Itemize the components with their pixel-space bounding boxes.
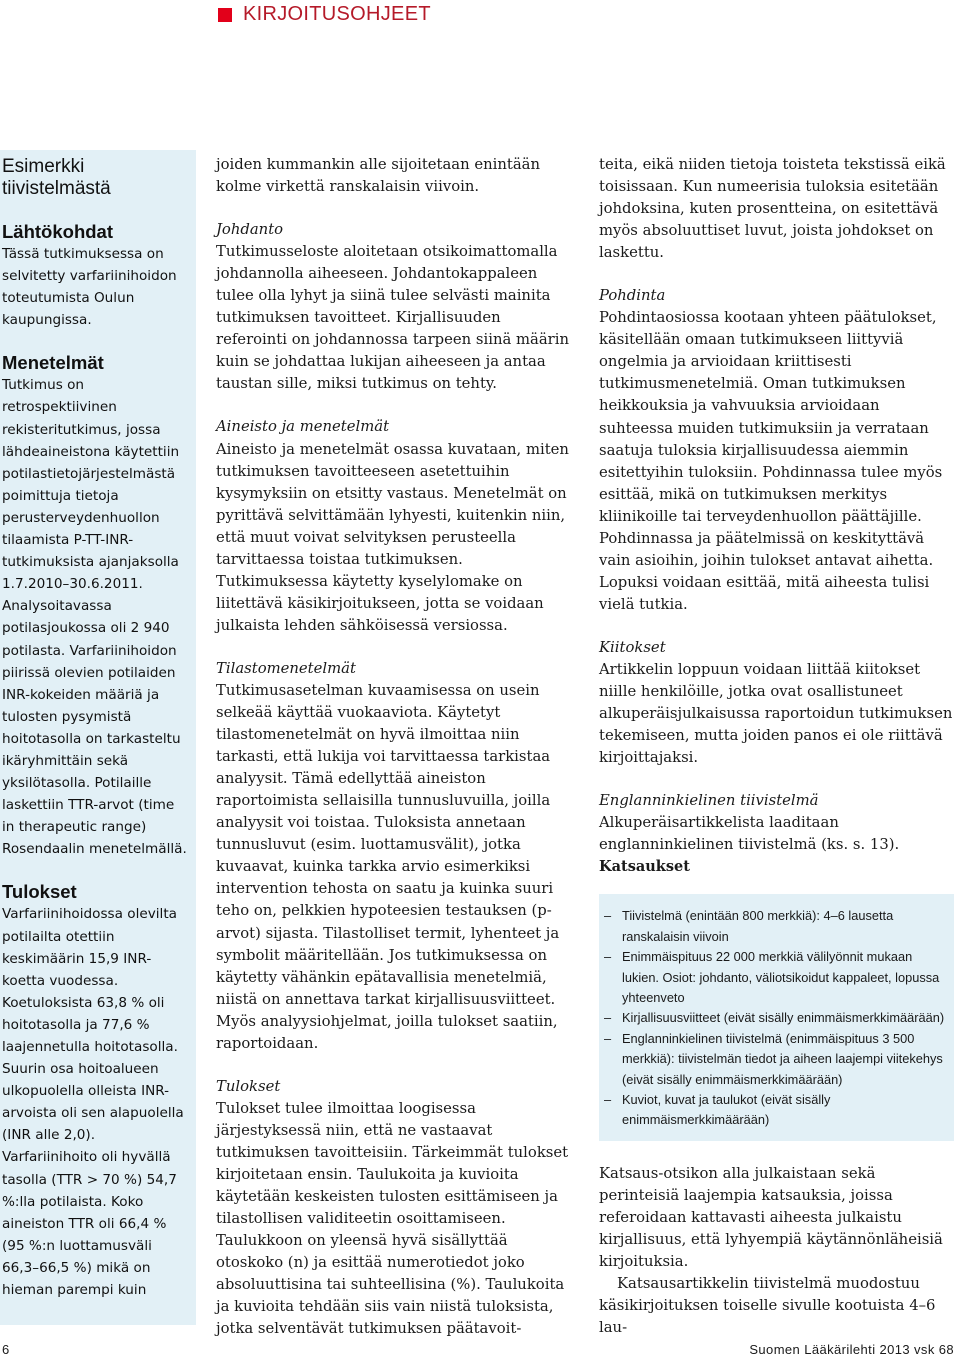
requirement-item	[599, 1090, 946, 1131]
paragraph: Katsausartikkelin tiivistelmä muodostuu käsikirjoituksen toiselle sivulle kootuista 4–6 lau-	[599, 1275, 936, 1337]
page-number: 6	[2, 1342, 10, 1357]
requirement-item	[599, 947, 946, 1008]
paragraph: Tutkimusseloste aloitetaan otsikoimattomalla johdannolla aiheeseen. Johdantokappaleen tulee olla lyhyt ja siinä tulee selvästi mainita tutkimuksen tavoitteet. Kirjallisuuden referointi on johdannossa tarpeen siinä määrin kuin se johdattaa lukijan aiheeseen ja antaa taustan sille, miksi tutkimus on tehty.	[216, 243, 570, 393]
sidebar-text: Tässä tutkimuksessa on selvitetty varfariinihoidon toteutumista Oulun kaupungissa.	[2, 246, 177, 329]
paragraph: joiden kummankin alle sijoitetaan enintään kolme virkettä ranskalaisin viivoin.	[216, 156, 541, 196]
red-square-marker	[218, 8, 232, 22]
publication-info: Suomen Lääkärilehti 2013 vsk 68	[749, 1342, 954, 1357]
paragraph: Pohdintaosiossa kootaan yhteen päätulokset, käsitellään omaan tutkimukseen liittyviä ongelmia ja arvioidaan kriittisesti tutkimusmenetelmiä. Oman tutkimuksen heikkouksia ja vahvuuksia arvioidaan suhteessa muiden tutkimuksiin ja verrataan saatuja tuloksia kirjallisuudessa aiemmin esitettyihin tuloksiin. Pohdinnassa tulee myös esittää, mikä on tutkimuksen merkitys kliinikoille tai terveydenhuollon päättäjille. Pohdinnassa ja päätelmissä on keskityttävä vain asioihin, joihin tulokset antavat aihetta. Lopuksi voidaan esittää, mitä aiheesta tulisi vielä tutkia.	[599, 309, 943, 613]
dash-bullet: –	[604, 1092, 612, 1108]
body-column-right	[599, 154, 954, 1339]
katsaukset-requirements-box	[599, 894, 954, 1140]
sidebar-text: Varfariinihoidossa olevilta potilailta otettiin keskimäärin 15,9 INR-koetta vuodessa. Koetuloksista 63,8 % oli hoitotasolla ja 77,6 % laajennetulla hoitotasolla. Suurin osa hoitoalueen ulkopuolella olleista INR-arvoista oli sen alapuolella (INR alle 2,0). Varfariinihoito oli hyvällä tasolla (TTR > 70 %) 54,7 %:lla potilaista. Koko aineiston TTR oli 66,4 % (95 %:n luottamusväli 66,3–66,5 %) mikä on hieman parempi kuin	[2, 906, 184, 1299]
requirement-item	[599, 1008, 946, 1028]
requirement-text: Kirjallisuusviitteet (eivät sisälly enimmäismerkkimäärään)	[622, 1010, 945, 1026]
requirement-text: Tiivistelmä (enintään 800 merkkiä): 4–6 lausetta ranskalaisin viivoin	[622, 908, 894, 944]
paragraph: Tulokset tulee ilmoittaa loogisessa järjestyksessä niin, että ne vastaavat tutkimuksen tavoitteisiin. Tärkeimmät tulokset kirjoitetaan ensin. Taulukoita ja kuvioita käytetään keskeisten tulosten esittämiseen ja tilastollisen validiteetin osoittamiseen. Taulukkoon on yleensä hyvä sisällyttää otoskoko (n) ja esittää numerotiedot joko absoluuttisina tai suhteellisina (%). Taulukoita ja kuvioita tehdään siis vain niistä tuloksista, jotka selventävät tutkimuksen päätavoit-	[216, 1099, 569, 1338]
subheading: Englanninkielinen tiivistelmä	[599, 792, 819, 810]
sidebar-heading: Menetelmät	[2, 352, 104, 374]
sidebar-title: Esimerkki tiivistelmästä	[2, 156, 111, 199]
subheading: Tilastomenetelmät	[216, 659, 356, 677]
subheading: Pohdinta	[599, 287, 666, 305]
dash-bullet: –	[604, 949, 612, 965]
dash-bullet: –	[604, 1030, 612, 1046]
paragraph: Katsaus-otsikon alla julkaistaan sekä perinteisiä laajempia katsauksia, joissa referoidaan kattavasti aiheesta julkaistu kirjallisuus, että lyhyempiä käytännönläheisiä kirjoituksia.	[599, 1164, 943, 1271]
paragraph: Artikkelin loppuun voidaan liittää kiitokset niille henkilöille, jotka ovat osallistuneet alkuperäisjulkaisussa raportoidun tutkimuksen tekemiseen, mutta joiden panos ei ole riittävä kirjoittajaksi.	[599, 660, 953, 767]
subheading: Aineisto ja menetelmät	[216, 418, 390, 436]
sidebar-heading: Lähtökohdat	[2, 221, 113, 242]
requirement-text: Enimmäispituus 22 000 merkkiä välilyönnit mukaan lukien. Osiot: johdanto, väliotsikoidut kappaleet, lopussa yhteenveto	[622, 949, 940, 1006]
sidebar-heading: Tulokset	[2, 881, 77, 903]
subheading: Tulokset	[216, 1077, 281, 1095]
sidebar-text: Tutkimus on retrospektiivinen rekisteritutkimus, jossa lähdeaineistona käytettiin potilastietojärjestelmästä poimittuja tietoja perusterveydenhuollon tilaamista P-TT-INR-tutkimuksista ajanjaksolla 1.7.2010–30.6.2011. Analysoitavassa potilasjoukossa oli 2 940 potilasta. Varfariinihoidon piirissä olevien potilaiden INR-kokeiden määriä ja tulosten pysymistä hoitotasolla on tarkasteltu ikäryhmittäin sekä yksilötasolla. Potilaille laskettiin TTR-arvot (time in therapeutic range) Rosendaalin menetelmällä.	[2, 377, 187, 858]
paragraph: Alkuperäisartikkelista laaditaan englanninkielinen tiivistelmä (ks. s. 13).	[599, 814, 900, 854]
katsaukset-heading: Katsaukset	[599, 858, 690, 876]
paragraph: teita, eikä niiden tietoja toisteta tekstissä eikä toisissaan. Kun numeerisia tuloksia esitetään johdoksina, kuten prosentteina, on esitettävä myös absoluuttiset luvut, joista johdokset on laskettu.	[599, 156, 946, 262]
dash-bullet: –	[604, 908, 612, 924]
dash-bullet: –	[604, 1010, 612, 1026]
body-column-middle	[216, 154, 571, 1340]
requirement-item	[599, 1029, 946, 1090]
requirement-text: Kuviot, kuvat ja taulukot (eivät sisälly enimmäismerkkimäärään)	[622, 1092, 831, 1128]
requirement-text: Englanninkielinen tiivistelmä (enimmäispituus 3 500 merkkiä): tiivistelmän tiedot ja aiheen laajempi viitekehys (eivät sisälly enimmäismerkkimäärään)	[622, 1030, 943, 1087]
page-header	[0, 0, 960, 34]
subheading: Johdanto	[216, 221, 284, 239]
subheading: Kiitokset	[599, 638, 666, 656]
example-abstract-sidebar	[0, 150, 196, 1325]
section-title: KIRJOITUSOHJEET	[243, 3, 431, 25]
requirement-item	[599, 906, 946, 947]
paragraph: Tutkimusasetelman kuvaamisessa on usein selkeää käyttää vuokaaviota. Käytetyt tilastomenetelmät on hyvä ilmoittaa niin tarkasti, että lukija voi tarvittaessa tarkistaa analyysit. Tämä edellyttää aineiston raportoimista sellaisilla tunnusluvuilla, joilla analyysit voi toistaa. Tuloksista annetaan tunnusluvut (esim. luottamusvälit), jotka kuvaavat, kuinka tarkka arvio esimerkiksi intervention tehosta on saatu ja kuinka suuri teho on, pelkkien hypoteesien testauksen (p-arvot) sijasta. Tilastolliset termit, lyhenteet ja symbolit määritellään. Jos tutkimuksessa on käytetty vähänkin epätavallisia menetelmiä, niistä on annettava tarkat kirjallisuusviitteet. Myös analyysiohjelmat, joilla tulokset saatiin, raportoidaan.	[216, 681, 560, 1052]
paragraph: Aineisto ja menetelmät osassa kuvataan, miten tutkimuksen tavoitteeseen asetettuihin kysymyksiin on etsitty vastaus. Menetelmät on pyrittävä selvittämään lyhyesti, kuitenkin niin, että muut voivat selvityksen perusteella tarvittaessa toistaa tutkimuksen. Tutkimuksessa käytetty kyselylomake on liitettävä käsikirjoitukseen, jotta se voidaan julkaista lehden sähköisessä versiossa.	[216, 440, 569, 634]
